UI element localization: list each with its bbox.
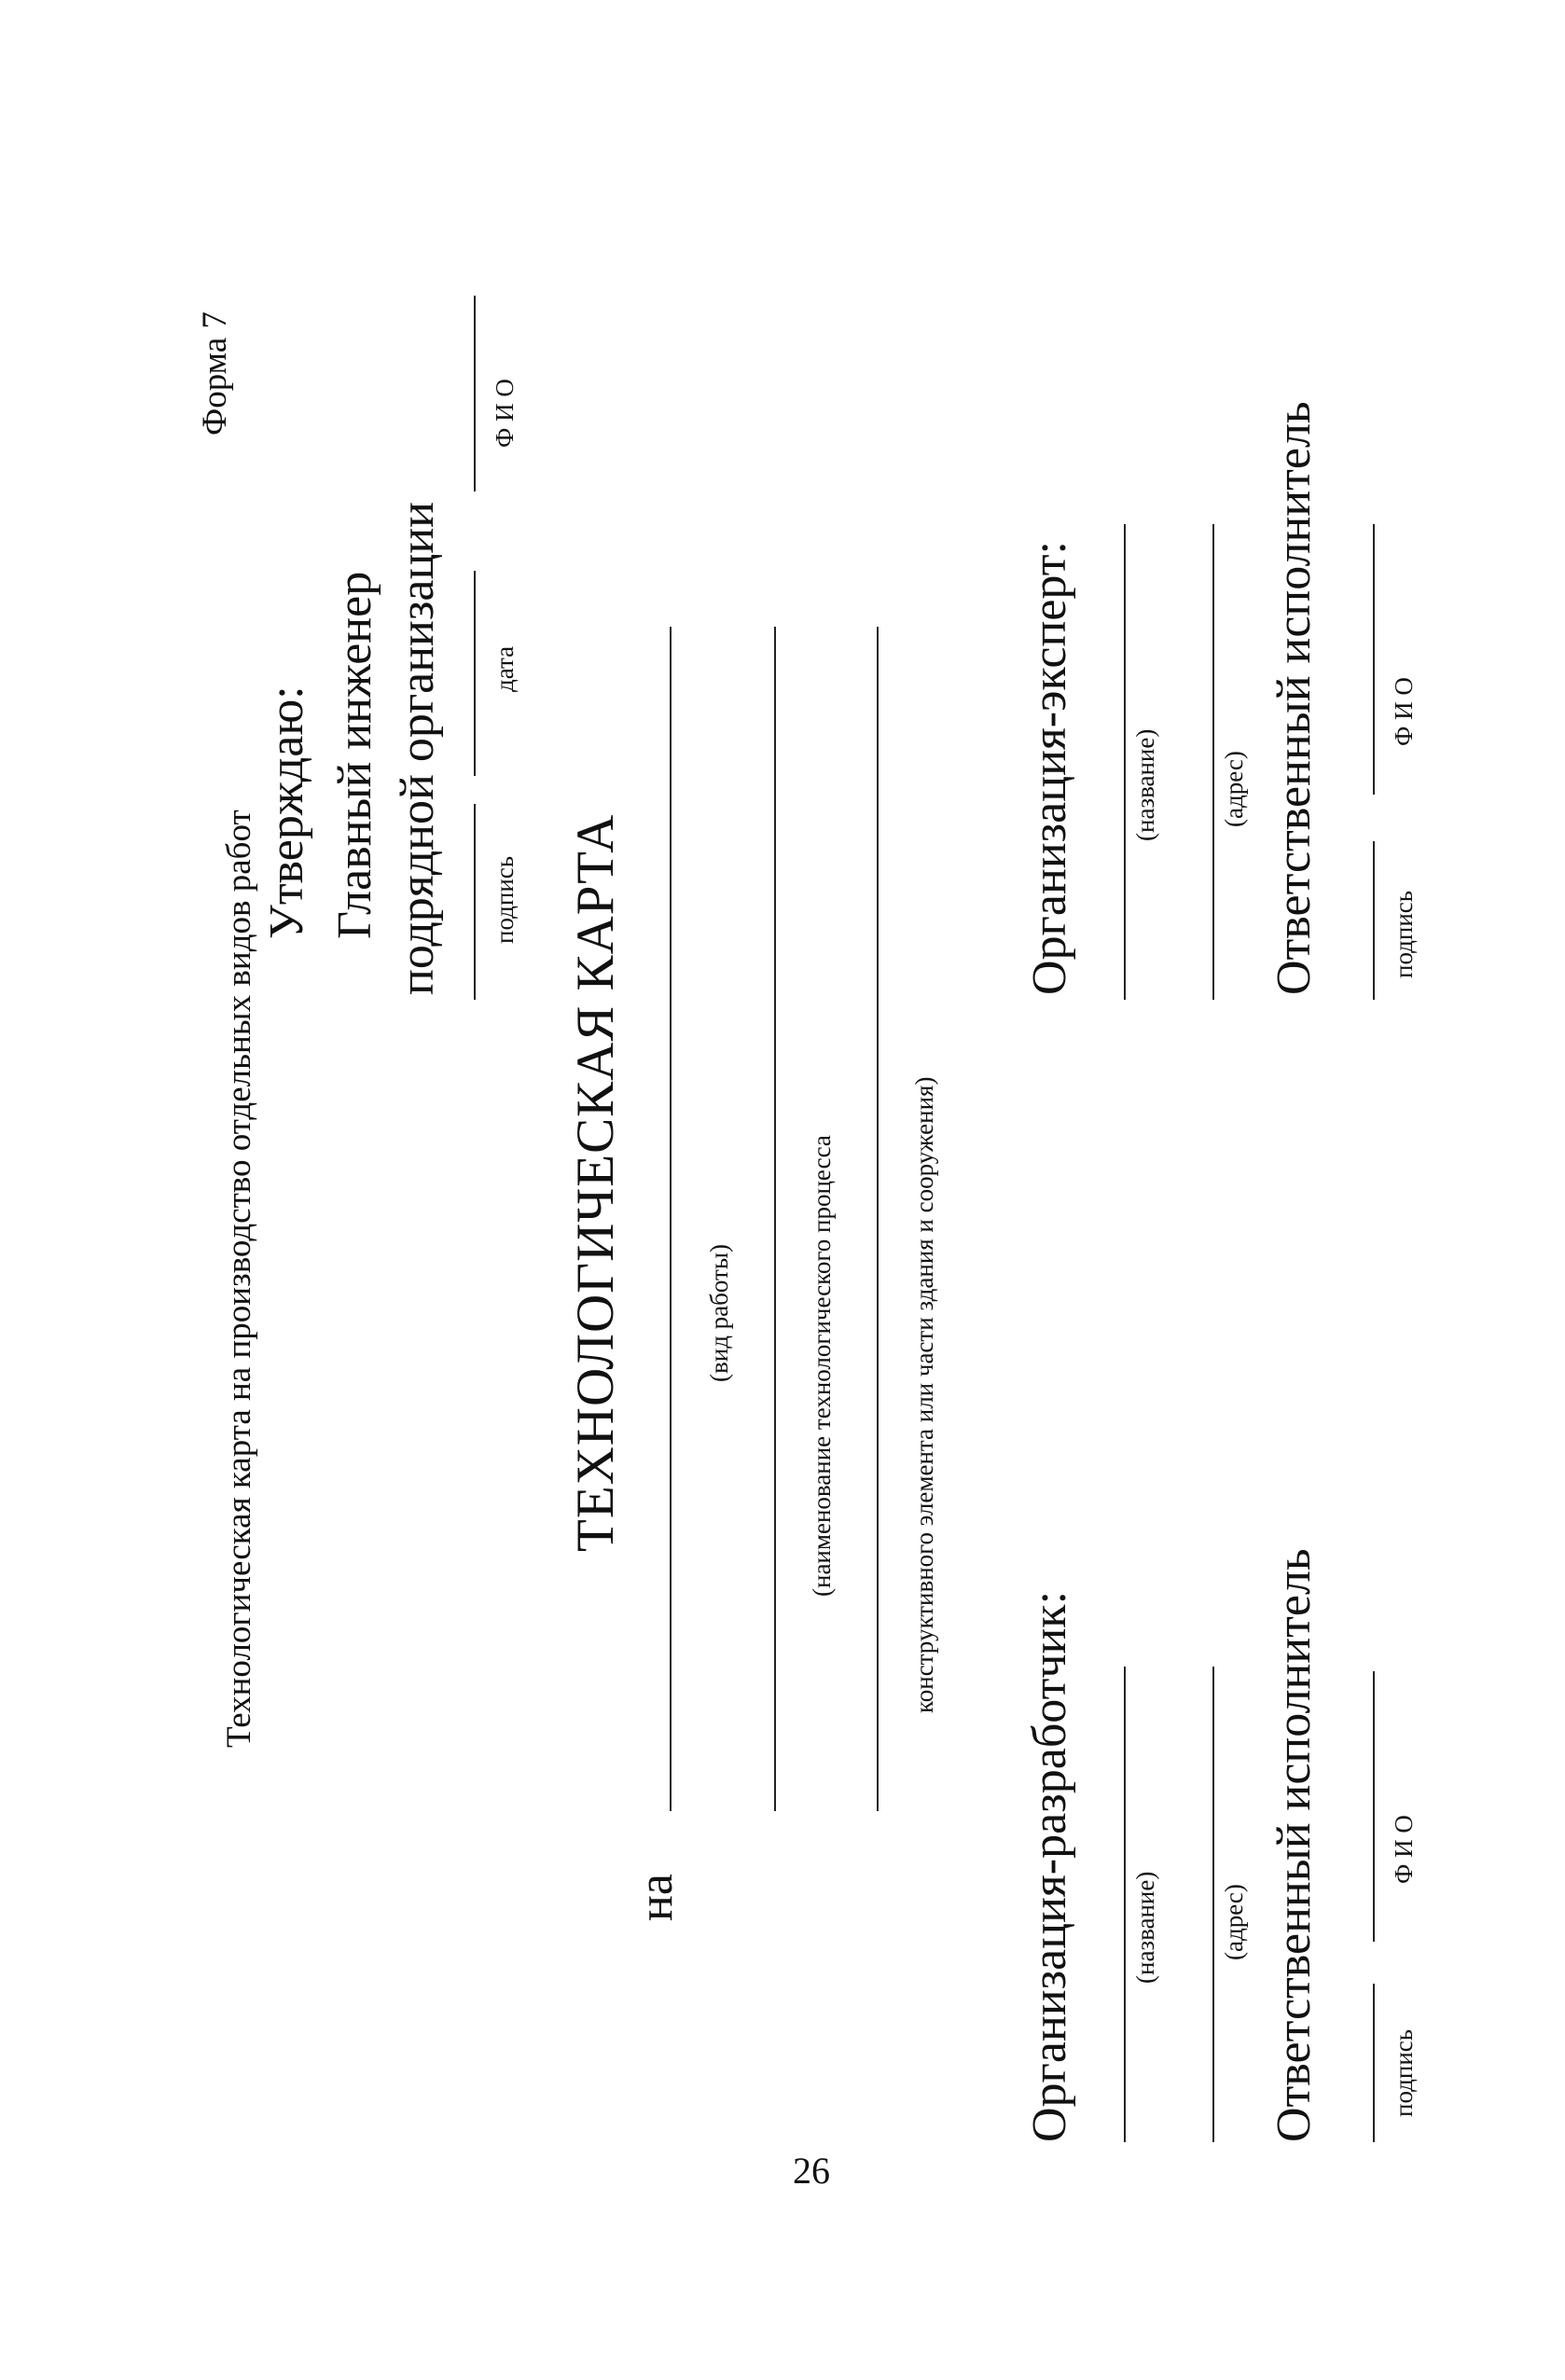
page-header: Технологическая карта на производство отдельных видов работ (220, 809, 258, 1748)
process-name-caption: (наименование технологического процесса (808, 1135, 836, 1597)
developer-name-label: Ф И О (1390, 1815, 1418, 1884)
developer-address-line (1212, 1667, 1214, 2142)
page-number: 26 (793, 2150, 830, 2192)
expert-address-caption: (адрес) (1220, 751, 1248, 827)
approval-name-label: Ф И О (491, 379, 519, 448)
approval-signature-label: подпись (491, 855, 519, 944)
expert-name-label: Ф И О (1390, 677, 1418, 746)
developer-signature-line (1373, 1984, 1375, 2142)
on-label: на (630, 1874, 683, 1921)
developer-name-caption: (название) (1131, 1871, 1159, 1984)
document-title: ТЕХНОЛОГИЧЕСКАЯ КАРТА (566, 813, 625, 1552)
developer-address-caption: (адрес) (1220, 1884, 1248, 1960)
expert-name-caption: (название) (1131, 728, 1159, 841)
developer-name-line-fio (1373, 1671, 1375, 1942)
element-caption: конструктивного элемента или части здания и сооружения) (910, 1076, 938, 1713)
expert-name-line (1124, 524, 1126, 1000)
expert-executor: Ответственный исполнитель (1267, 401, 1321, 995)
developer-signature-label: подпись (1390, 2028, 1418, 2117)
work-type-caption: (вид работы) (705, 1244, 733, 1382)
developer-name-line (1124, 1667, 1126, 2142)
approval-date-label: дата (491, 645, 519, 692)
element-line (877, 627, 879, 1811)
expert-name-line-fio (1373, 524, 1375, 795)
expert-signature-line (1373, 841, 1375, 1000)
approval-title: Утверждаю: (260, 685, 313, 939)
approval-signature-line (474, 804, 476, 1000)
work-type-line (670, 627, 672, 1811)
developer-executor: Ответственный исполнитель (1267, 1548, 1321, 2142)
approval-position-line2: подрядной организации (391, 502, 444, 995)
developer-title: Организация-разработчик: (1023, 1590, 1076, 2142)
approval-date-line (474, 571, 476, 776)
form-number: Форма 7 (196, 311, 234, 436)
expert-address-line (1212, 524, 1214, 1000)
process-name-line (774, 627, 776, 1811)
expert-signature-label: подпись (1390, 890, 1418, 978)
approval-position-line1: Главный инженер (328, 571, 381, 939)
expert-title: Организация-эксперт: (1023, 541, 1076, 995)
approval-name-line (474, 296, 476, 491)
